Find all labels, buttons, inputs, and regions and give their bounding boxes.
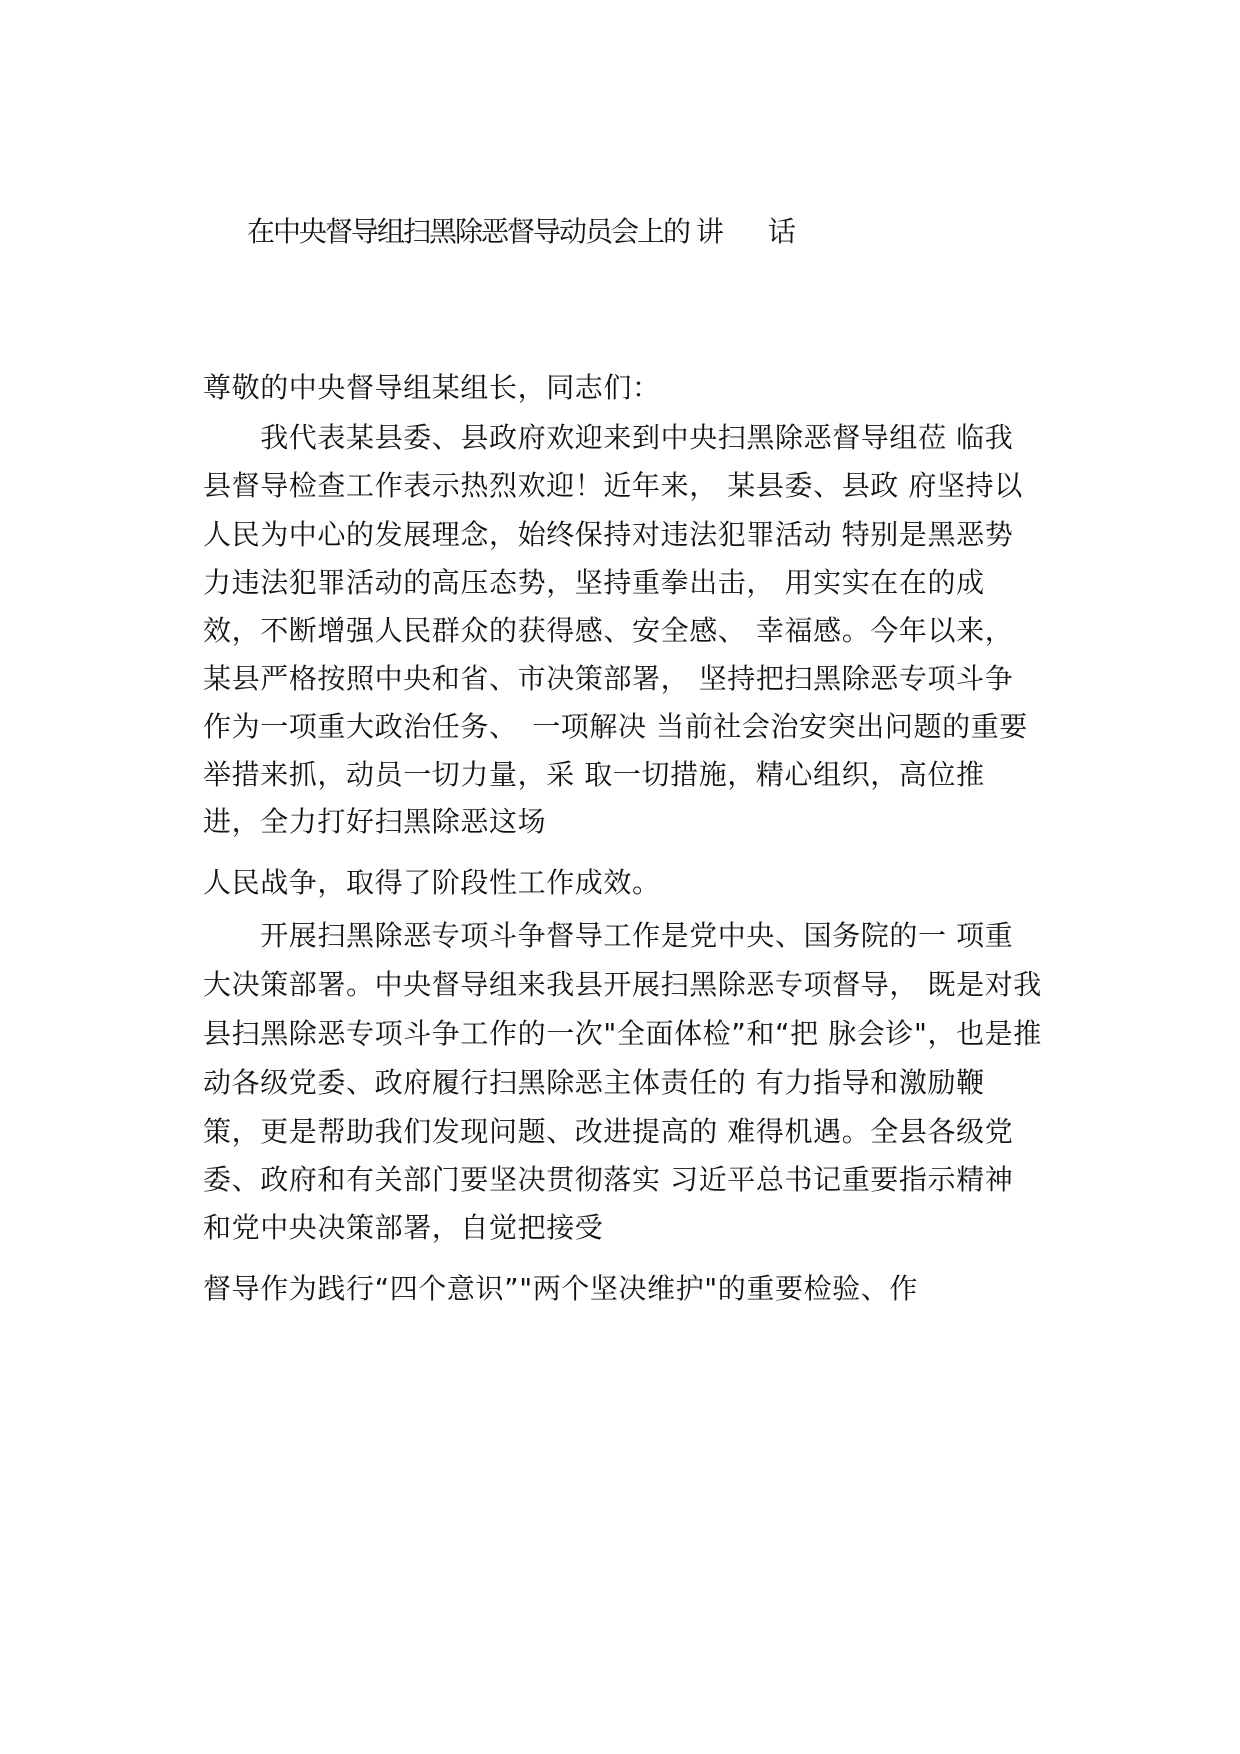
paragraph-line: 效，不断增强人民群众的获得感、安全感、 幸福感。今年以来， [203,614,1014,647]
paragraph-line: 策，更是帮助我们发现问题、改进提高的 难得机遇。全县各级党 [203,1115,1014,1148]
paragraph-line: 作为一项重大政治任务、 一项解决 当前社会治安突出问题的重要 [203,710,1028,743]
paragraph-line: 和党中央决策部署，自觉把接受 [203,1211,604,1244]
paragraph-line: 县扫黑除恶专项斗争工作的一次"全面体检”和“把 脉会诊"，也是推 [203,1017,1042,1050]
title-end: 话 [767,215,794,248]
paragraph-line: 人民为中心的发展理念，始终保持对违法犯罪活动 特别是黑恶势 [203,518,1014,551]
paragraph-line: 委、政府和有关部门要坚决贯彻落实 习近平总书记重要指示精神 [203,1163,1014,1196]
paragraph-line: 动各级党委、政府履行扫黑除恶主体责任的 有力指导和激励鞭 [203,1066,985,1099]
paragraph-line: 人民战争，取得了阶段性工作成效。 [203,866,661,899]
salutation: 尊敬的中央督导组某组长，同志们： [203,371,661,404]
paragraph-line: 力违法犯罪活动的高压态势，坚持重拳出击， 用实实在在的成 [203,566,985,599]
paragraph-line: 某县严格按照中央和省、市决策部署， 坚持把扫黑除恶专项斗争 [203,662,1014,695]
paragraph-line: 举措来抓，动员一切力量，采 取一切措施，精心组织，高位推 [203,758,985,791]
paragraph-line: 县督导检查工作表示热烈欢迎！近年来， 某县委、县政 府坚持以 [203,469,1023,502]
title-main: 在中央督导组扫黑除恶督导动员会上的 讲 [247,215,722,248]
paragraph-line: 进，全力打好扫黑除恶这场 [203,805,547,838]
paragraph-line: 督导作为践行“四个意识”"两个坚决维护"的重要检验、作 [203,1272,918,1305]
paragraph-line: 大决策部署。中央督导组来我县开展扫黑除恶专项督导， 既是对我 [203,968,1042,1001]
paragraph-line: 我代表某县委、县政府欢迎来到中央扫黑除恶督导组莅 临我 [203,421,1014,454]
paragraph-line: 开展扫黑除恶专项斗争督导工作是党中央、国务院的一 项重 [203,919,1014,952]
document-title [247,212,794,252]
